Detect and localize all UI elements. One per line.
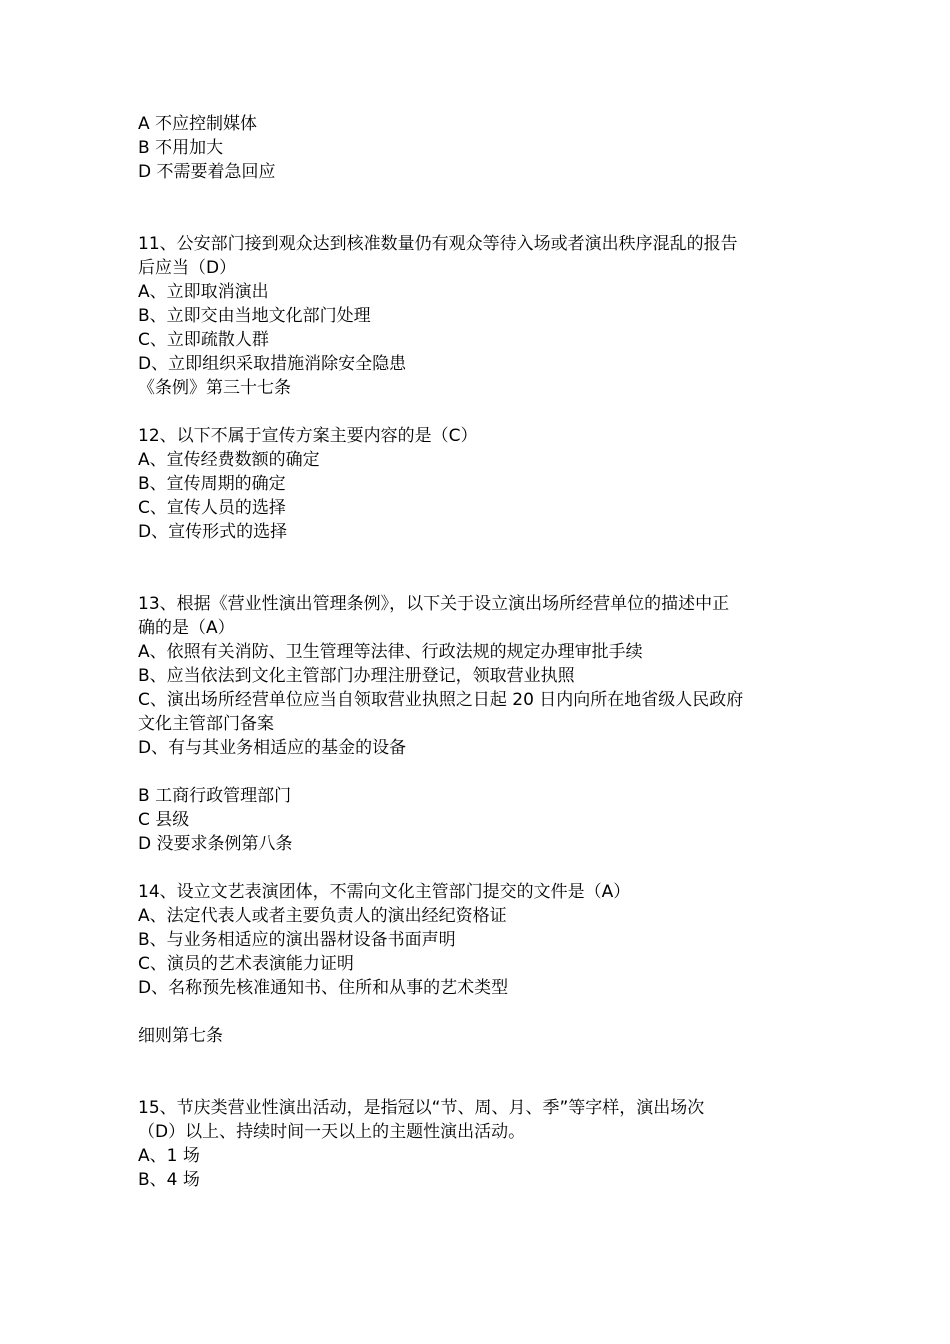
question-11-stem: 11、公安部门接到观众达到核准数量仍有观众等待入场或者演出秩序混乱的报告 bbox=[138, 234, 738, 254]
question-15-option-a: A、1 场 bbox=[138, 1146, 200, 1166]
spacer bbox=[138, 184, 818, 232]
question-14-option-d: D、名称预先核准通知书、住所和从事的艺术类型 bbox=[138, 978, 509, 998]
question-11-option-b: B、立即交由当地文化部门处理 bbox=[138, 306, 371, 326]
question-14-note: 细则第七条 bbox=[138, 1026, 223, 1046]
question-12-stem: 12、以下不属于宣传方案主要内容的是（C） bbox=[138, 426, 478, 446]
spacer bbox=[138, 544, 818, 592]
question-11-stem-cont: 后应当（D） bbox=[138, 258, 237, 278]
question-11-option-d: D、立即组织采取措施消除安全隐患 bbox=[138, 354, 407, 374]
spacer bbox=[138, 856, 818, 880]
question-12-option-d: D、宣传形式的选择 bbox=[138, 522, 288, 542]
question-13-note: D 没要求条例第八条 bbox=[138, 834, 293, 854]
spacer bbox=[138, 1048, 818, 1096]
question-14-stem: 14、设立文艺表演团体，不需向文化主管部门提交的文件是（A） bbox=[138, 882, 631, 902]
spacer bbox=[138, 400, 818, 424]
question-12-option-b: B、宣传周期的确定 bbox=[138, 474, 286, 494]
question-11-option-c: C、立即疏散人群 bbox=[138, 330, 269, 350]
question-15-option-b: B、4 场 bbox=[138, 1170, 200, 1190]
question-13-stem: 13、根据《营业性演出管理条例》，以下关于设立演出场所经营单位的描述中正 bbox=[138, 594, 730, 614]
question-14-option-c: C、演员的艺术表演能力证明 bbox=[138, 954, 354, 974]
question-14-option-b: B、与业务相适应的演出器材设备书面声明 bbox=[138, 930, 456, 950]
question-14-option-a: A、法定代表人或者主要负责人的演出经纪资格证 bbox=[138, 906, 507, 926]
question-11-note: 《条例》第三十七条 bbox=[138, 378, 291, 398]
question-13-stem-cont: 确的是（A） bbox=[138, 618, 235, 638]
answer-note-line: B 不用加大 bbox=[138, 138, 224, 158]
question-15-stem-cont: （D）以上、持续时间一天以上的主题性演出活动。 bbox=[138, 1122, 526, 1142]
question-13-note: B 工商行政管理部门 bbox=[138, 786, 292, 806]
spacer bbox=[138, 760, 818, 784]
question-13-option-a: A、依照有关消防、卫生管理等法律、行政法规的规定办理审批手续 bbox=[138, 642, 643, 662]
question-13-option-c: C、演出场所经营单位应当自领取营业执照之日起 20 日内向所在地省级人民政府 bbox=[138, 690, 744, 710]
answer-note-line: D 不需要着急回应 bbox=[138, 162, 276, 182]
question-13-option-d: D、有与其业务相适应的基金的设备 bbox=[138, 738, 407, 758]
question-12-option-c: C、宣传人员的选择 bbox=[138, 498, 286, 518]
question-13-note: C 县级 bbox=[138, 810, 190, 830]
question-13-option-c-cont: 文化主管部门备案 bbox=[138, 714, 274, 734]
question-13-option-b: B、应当依法到文化主管部门办理注册登记，领取营业执照 bbox=[138, 666, 575, 686]
answer-note-line: A 不应控制媒体 bbox=[138, 114, 258, 134]
question-11-option-a: A、立即取消演出 bbox=[138, 282, 269, 302]
document-body bbox=[138, 112, 818, 1192]
question-15-stem: 15、节庆类营业性演出活动，是指冠以“节、周、月、季”等字样，演出场次 bbox=[138, 1098, 705, 1118]
spacer bbox=[138, 1000, 818, 1024]
question-12-option-a: A、宣传经费数额的确定 bbox=[138, 450, 320, 470]
